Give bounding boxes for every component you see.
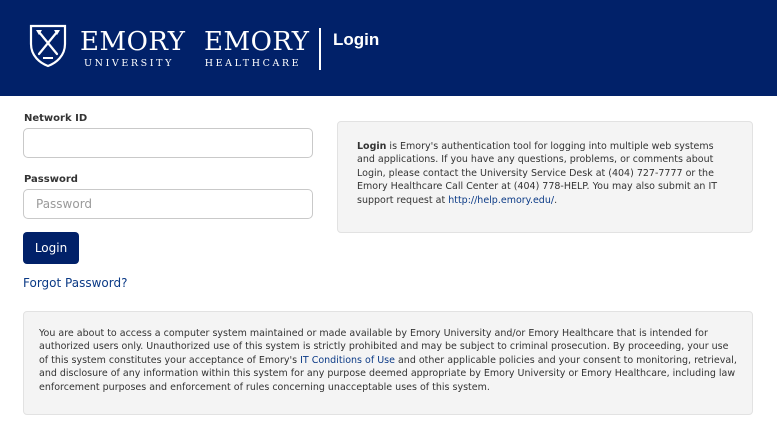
emory-shield-icon <box>29 24 67 68</box>
healthcare-word: EMORY <box>204 27 310 57</box>
healthcare-sub: HEALTHCARE <box>204 58 302 69</box>
forgot-password-link[interactable]: Forgot Password? <box>23 276 128 290</box>
login-info-panel <box>337 121 753 233</box>
university-sub: UNIVERSITY <box>84 58 174 69</box>
security-warning-panel <box>23 311 753 415</box>
university-word: EMORY <box>80 27 186 57</box>
warning-text-1: You are about to access a computer system maintained or made available by Emory University and/or Emory Healthcare that is intended for authorized users only. Unauthorized use of this system is strictly prohibited and may be subject to criminal prosecution. By proceeding, your use of this system constitutes your acceptance of Emory's <box>39 328 729 366</box>
network-id-label: Network ID <box>24 113 88 124</box>
header-divider <box>319 28 321 70</box>
password-label: Password <box>24 174 78 185</box>
emory-healthcare-wordmark <box>204 27 310 70</box>
site-header <box>0 0 777 96</box>
info-end: . <box>554 194 558 206</box>
it-conditions-link[interactable]: IT Conditions of Use <box>300 354 395 366</box>
login-button[interactable]: Login <box>23 232 79 264</box>
page-title: Login <box>333 30 380 49</box>
password-input[interactable] <box>23 189 313 219</box>
warning-text-2: and other applicable policies and your consent to monitoring, retrieval, and disclosure of any information within this system for any purpose deemed appropriate by Emory University or Emory Healthcare, including law enforcement purposes and enforcement of rules concerning unacceptable uses of this system. <box>39 354 737 393</box>
info-bold-login: Login <box>357 141 387 152</box>
help-link[interactable]: http://help.emory.edu/ <box>448 194 555 206</box>
network-id-input[interactable] <box>23 128 313 158</box>
info-text: is Emory's authentication tool for logging into multiple web systems and applications. If you have any questions, problems, or comments about Login, please contact the University Service Desk at (404) 727-7777 or the Emory Healthcare Call Center at (404) 778-HELP. You may also submit an IT support request at <box>357 141 718 206</box>
emory-university-wordmark <box>80 27 186 70</box>
